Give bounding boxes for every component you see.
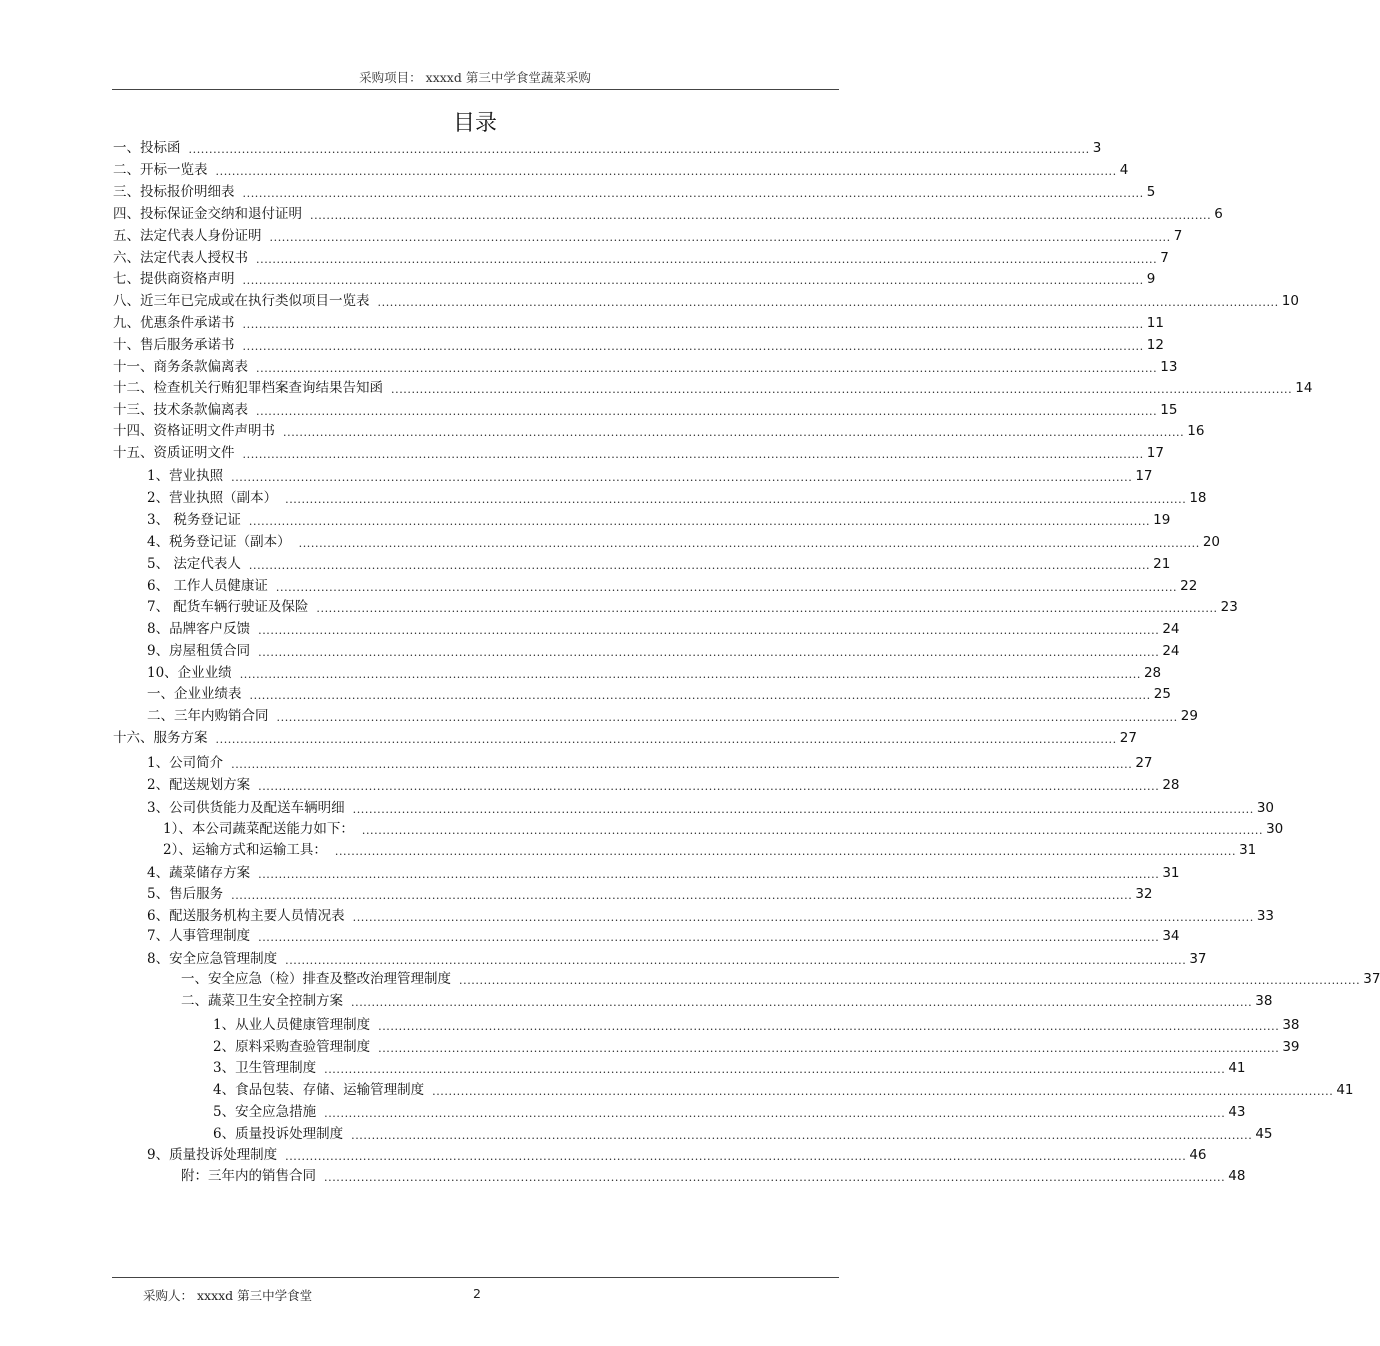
toc-entry-label: 1、营业执照: [147, 468, 224, 484]
toc-entry-label: 十三、技术条款偏离表: [113, 402, 248, 418]
toc-entry[interactable]: [113, 182, 1156, 202]
toc-entry-page: 41: [1228, 1060, 1246, 1076]
toc-entry-label: 四、投标保证金交纳和退付证明: [113, 206, 302, 222]
toc-entry[interactable]: [113, 378, 1313, 398]
toc-entry[interactable]: [147, 1145, 1207, 1165]
toc-leader-dots: ............................................................................................................................................................................................................................: [188, 143, 1090, 156]
toc-entry-page: 5: [1146, 184, 1156, 200]
toc-leader-dots: ............................................................................................................................................................................................................................: [248, 559, 1151, 572]
toc-entry[interactable]: [213, 1015, 1300, 1035]
toc-entry-label: 十一、商务条款偏离表: [113, 359, 248, 375]
toc-leader-dots: ............................................................................................................................................................................................................................: [285, 493, 1187, 506]
toc-entry[interactable]: [147, 798, 1275, 818]
toc-entry-page: 10: [1281, 293, 1299, 309]
toc-leader-dots: ............................................................................................................................................................................................................................: [256, 362, 1158, 375]
toc-entry[interactable]: [181, 1166, 1246, 1186]
toc-leader-dots: ............................................................................................................................................................................................................................: [258, 624, 1160, 637]
toc-leader-dots: ............................................................................................................................................................................................................................: [351, 1129, 1253, 1142]
toc-leader-dots: ............................................................................................................................................................................................................................: [239, 668, 1141, 681]
toc-entry-label: 十二、检查机关行贿犯罪档案查询结果告知函: [113, 380, 383, 396]
toc-entry[interactable]: [163, 819, 1284, 839]
toc-entry-label: 5、售后服务: [147, 886, 224, 902]
toc-entry[interactable]: [147, 884, 1153, 904]
toc-entry-label: 一、安全应急（检）排查及整改治理管理制度: [181, 971, 451, 987]
toc-entry[interactable]: [147, 532, 1221, 552]
toc-leader-dots: ............................................................................................................................................................................................................................: [352, 911, 1254, 924]
toc-entry-label: 4、蔬菜储存方案: [147, 865, 251, 881]
footer-divider: [112, 1277, 839, 1278]
toc-entry-label: 十、售后服务承诺书: [113, 337, 235, 353]
toc-entry-page: 19: [1153, 512, 1171, 528]
toc-entry[interactable]: [147, 949, 1207, 969]
toc-entry-page: 30: [1256, 800, 1275, 816]
toc-entry[interactable]: [213, 1102, 1246, 1122]
toc-entry-page: 39: [1282, 1039, 1300, 1055]
toc-entry[interactable]: [147, 554, 1171, 574]
toc-entry-label: 7、 配货车辆行驶证及保险: [147, 599, 309, 615]
toc-leader-dots: ............................................................................................................................................................................................................................: [242, 340, 1144, 353]
toc-entry-label: 七、提供商资格声明: [113, 271, 235, 287]
toc-leader-dots: ............................................................................................................................................................................................................................: [248, 515, 1151, 528]
toc-entry-label: 十四、资格证明文件声明书: [113, 423, 275, 439]
toc-entry[interactable]: [113, 400, 1178, 420]
toc-entry[interactable]: [113, 269, 1156, 289]
toc-entry-label: 二、开标一览表: [113, 162, 208, 178]
toc-entry[interactable]: [147, 641, 1180, 661]
toc-entry[interactable]: [147, 466, 1153, 486]
toc-leader-dots: ............................................................................................................................................................................................................................: [310, 209, 1212, 222]
toc-leader-dots: ............................................................................................................................................................................................................................: [275, 581, 1178, 594]
toc-entry[interactable]: [113, 335, 1164, 355]
toc-leader-dots: ............................................................................................................................................................................................................................: [324, 1063, 1226, 1076]
toc-entry-page: 25: [1153, 686, 1171, 702]
toc-entry-label: 6、配送服务机构主要人员情况表: [147, 908, 345, 924]
toc-entry[interactable]: [147, 926, 1180, 946]
toc-leader-dots: ............................................................................................................................................................................................................................: [249, 689, 1151, 702]
toc-entry-label: 六、法定代表人授权书: [113, 250, 248, 266]
toc-entry[interactable]: [147, 863, 1180, 883]
toc-entry-label: 1、公司简介: [147, 755, 224, 771]
toc-entry-page: 30: [1266, 821, 1284, 837]
toc-entry-label: 三、投标报价明细表: [113, 184, 235, 200]
toc-leader-dots: ............................................................................................................................................................................................................................: [285, 954, 1187, 967]
toc-entry-label: 9、质量投诉处理制度: [147, 1147, 278, 1163]
toc-entry[interactable]: [113, 443, 1164, 463]
toc-leader-dots: ............................................................................................................................................................................................................................: [258, 780, 1160, 793]
toc-entry-label: 3、公司供货能力及配送车辆明细: [147, 800, 345, 816]
toc-leader-dots: ............................................................................................................................................................................................................................: [352, 803, 1254, 816]
toc-entry-page: 4: [1119, 162, 1129, 178]
toc-leader-dots: ............................................................................................................................................................................................................................: [258, 646, 1160, 659]
toc-leader-dots: ............................................................................................................................................................................................................................: [276, 711, 1178, 724]
toc-entry-page: 27: [1135, 755, 1153, 771]
toc-entry-label: 6、质量投诉处理制度: [213, 1126, 344, 1142]
toc-entry[interactable]: [163, 840, 1257, 860]
toc-entry-page: 20: [1202, 534, 1221, 550]
toc-entry-page: 17: [1146, 445, 1164, 461]
toc-leader-dots: ............................................................................................................................................................................................................................: [334, 845, 1237, 858]
toc-entry-page: 38: [1282, 1017, 1300, 1033]
toc-entry[interactable]: [147, 906, 1275, 926]
toc-title: 目录: [452, 111, 497, 136]
toc-entry-label: 10、企业业绩: [147, 665, 232, 681]
toc-entry[interactable]: [213, 1058, 1246, 1078]
toc-entry-page: 32: [1135, 886, 1153, 902]
toc-entry[interactable]: [147, 775, 1180, 795]
toc-entry-label: 1）、本公司蔬菜配送能力如下：: [163, 821, 354, 837]
toc-entry[interactable]: [113, 226, 1183, 246]
toc-entry[interactable]: [213, 1080, 1354, 1100]
toc-entry-page: 23: [1220, 599, 1238, 615]
toc-leader-dots: ............................................................................................................................................................................................................................: [378, 1020, 1280, 1033]
toc-entry-label: 2）、运输方式和运输工具：: [163, 842, 327, 858]
toc-entry-page: 31: [1239, 842, 1257, 858]
toc-entry-label: 2、原料采购查验管理制度: [213, 1039, 371, 1055]
toc-entry-page: 18: [1189, 490, 1207, 506]
toc-leader-dots: ............................................................................................................................................................................................................................: [324, 1171, 1226, 1184]
toc-leader-dots: ............................................................................................................................................................................................................................: [269, 231, 1171, 244]
toc-entry-label: 1、从业人员健康管理制度: [213, 1017, 371, 1033]
toc-leader-dots: ............................................................................................................................................................................................................................: [283, 426, 1185, 439]
toc-entry-page: 29: [1180, 708, 1198, 724]
toc-entry[interactable]: [147, 597, 1238, 617]
toc-entry-page: 22: [1180, 578, 1198, 594]
toc-entry-page: 21: [1153, 556, 1171, 572]
toc-entry-page: 16: [1187, 423, 1205, 439]
toc-entry-label: 八、近三年已完成或在执行类似项目一览表: [113, 293, 370, 309]
toc-entry[interactable]: [147, 684, 1171, 704]
toc-entry-page: 34: [1162, 928, 1180, 944]
toc-entry[interactable]: [113, 291, 1299, 311]
toc-leader-dots: ............................................................................................................................................................................................................................: [377, 296, 1279, 309]
toc-leader-dots: ............................................................................................................................................................................................................................: [361, 824, 1264, 837]
toc-entry-label: 5、安全应急措施: [213, 1104, 317, 1120]
toc-entry[interactable]: [113, 204, 1223, 224]
toc-entry-label: 十五、资质证明文件: [113, 445, 235, 461]
toc-entry-page: 11: [1146, 315, 1164, 331]
toc-entry-label: 附：三年内的销售合同: [181, 1168, 316, 1184]
toc-entry-page: 41: [1336, 1082, 1354, 1098]
toc-entry[interactable]: [113, 421, 1205, 441]
toc-entry[interactable]: [113, 728, 1137, 748]
toc-leader-dots: ............................................................................................................................................................................................................................: [256, 253, 1158, 266]
toc-entry-page: 48: [1228, 1168, 1246, 1184]
toc-entry[interactable]: [213, 1037, 1300, 1057]
toc-entry-label: 8、品牌客户反馈: [147, 621, 251, 637]
toc-entry-label: 8、安全应急管理制度: [147, 951, 278, 967]
toc-entry-page: 7: [1173, 228, 1183, 244]
toc-leader-dots: ............................................................................................................................................................................................................................: [242, 318, 1144, 331]
toc-entry-page: 27: [1119, 730, 1137, 746]
toc-entry-label: 6、 工作人员健康证: [147, 578, 268, 594]
toc-entry-page: 43: [1228, 1104, 1246, 1120]
toc-entry-label: 二、三年内购销合同: [147, 708, 269, 724]
toc-entry-label: 4、食品包装、存储、运输管理制度: [213, 1082, 425, 1098]
toc-leader-dots: ............................................................................................................................................................................................................................: [258, 931, 1160, 944]
toc-entry[interactable]: [213, 1124, 1273, 1144]
toc-leader-dots: ............................................................................................................................................................................................................................: [391, 383, 1293, 396]
footer-page-number: 2: [473, 1286, 481, 1301]
toc-entry-page: 24: [1162, 643, 1180, 659]
toc-entry-page: 33: [1256, 908, 1275, 924]
toc-leader-dots: ............................................................................................................................................................................................................................: [316, 602, 1218, 615]
toc-entry-label: 3、 税务登记证: [147, 512, 241, 528]
header-divider: [112, 89, 839, 90]
toc-entry-page: 37: [1363, 971, 1380, 987]
toc-leader-dots: ............................................................................................................................................................................................................................: [258, 868, 1160, 881]
toc-entry-page: 7: [1160, 250, 1169, 266]
toc-leader-dots: ............................................................................................................................................................................................................................: [378, 1042, 1280, 1055]
toc-entry-page: 12: [1146, 337, 1164, 353]
toc-leader-dots: ............................................................................................................................................................................................................................: [285, 1150, 1187, 1163]
toc-entry-label: 2、营业执照（副本）: [147, 490, 278, 506]
toc-leader-dots: ............................................................................................................................................................................................................................: [324, 1107, 1226, 1120]
toc-entry-page: 38: [1255, 993, 1273, 1009]
page-header: 采购项目： xxxxd 第三中学食堂蔬菜采购: [359, 70, 591, 85]
toc-leader-dots: ............................................................................................................................................................................................................................: [242, 187, 1144, 200]
toc-entry-label: 一、投标函: [113, 140, 181, 156]
toc-entry[interactable]: [113, 357, 1178, 377]
toc-leader-dots: ............................................................................................................................................................................................................................: [215, 165, 1117, 178]
toc-entry-page: 46: [1189, 1147, 1207, 1163]
toc-entry-page: 3: [1092, 140, 1102, 156]
toc-entry[interactable]: [147, 663, 1162, 683]
toc-leader-dots: ............................................................................................................................................................................................................................: [351, 996, 1253, 1009]
toc-entry-page: 24: [1162, 621, 1180, 637]
toc-leader-dots: ............................................................................................................................................................................................................................: [432, 1085, 1334, 1098]
toc-entry[interactable]: [181, 969, 1380, 989]
toc-entry-label: 十六、服务方案: [113, 730, 208, 746]
toc-leader-dots: ............................................................................................................................................................................................................................: [256, 405, 1158, 418]
toc-entry[interactable]: [113, 160, 1129, 180]
toc-entry-label: 二、蔬菜卫生安全控制方案: [181, 993, 343, 1009]
toc-entry-label: 2、配送规划方案: [147, 777, 251, 793]
toc-entry-label: 3、卫生管理制度: [213, 1060, 317, 1076]
toc-entry-page: 13: [1160, 359, 1178, 375]
toc-entry[interactable]: [147, 510, 1171, 530]
toc-leader-dots: ............................................................................................................................................................................................................................: [231, 471, 1133, 484]
toc-entry[interactable]: [147, 488, 1207, 508]
toc-leader-dots: ............................................................................................................................................................................................................................: [459, 974, 1361, 987]
toc-entry-label: 九、优惠条件承诺书: [113, 315, 235, 331]
toc-leader-dots: ............................................................................................................................................................................................................................: [242, 448, 1144, 461]
toc-leader-dots: ............................................................................................................................................................................................................................: [231, 889, 1133, 902]
toc-entry-label: 五、法定代表人身份证明: [113, 228, 262, 244]
toc-entry-page: 28: [1143, 665, 1162, 681]
toc-entry[interactable]: [113, 248, 1169, 268]
toc-entry[interactable]: [113, 138, 1102, 158]
toc-entry[interactable]: [147, 706, 1198, 726]
toc-entry[interactable]: [113, 313, 1164, 333]
toc-entry[interactable]: [147, 619, 1180, 639]
toc-leader-dots: ............................................................................................................................................................................................................................: [242, 274, 1144, 287]
toc-entry-label: 7、人事管理制度: [147, 928, 251, 944]
toc-entry-label: 一、企业业绩表: [147, 686, 242, 702]
toc-entry-page: 28: [1162, 777, 1180, 793]
toc-entry-page: 37: [1189, 951, 1207, 967]
toc-entry-label: 4、税务登记证（副本）: [147, 534, 291, 550]
toc-leader-dots: ............................................................................................................................................................................................................................: [215, 733, 1117, 746]
toc-entry-label: 9、房屋租赁合同: [147, 643, 251, 659]
toc-entry-page: 14: [1295, 380, 1313, 396]
toc-entry[interactable]: [181, 991, 1273, 1011]
toc-entry-page: 6: [1214, 206, 1223, 222]
toc-leader-dots: ............................................................................................................................................................................................................................: [298, 537, 1200, 550]
toc-entry[interactable]: [147, 576, 1198, 596]
toc-leader-dots: ............................................................................................................................................................................................................................: [231, 758, 1133, 771]
toc-entry-page: 31: [1162, 865, 1180, 881]
footer-purchaser: 采购人： xxxxd 第三中学食堂: [143, 1288, 313, 1303]
toc-entry-page: 45: [1255, 1126, 1273, 1142]
toc-entry-page: 15: [1160, 402, 1178, 418]
toc-entry[interactable]: [147, 753, 1153, 773]
toc-entry-label: 5、 法定代表人: [147, 556, 241, 572]
toc-entry-page: 9: [1146, 271, 1156, 287]
toc-entry-page: 17: [1135, 468, 1153, 484]
